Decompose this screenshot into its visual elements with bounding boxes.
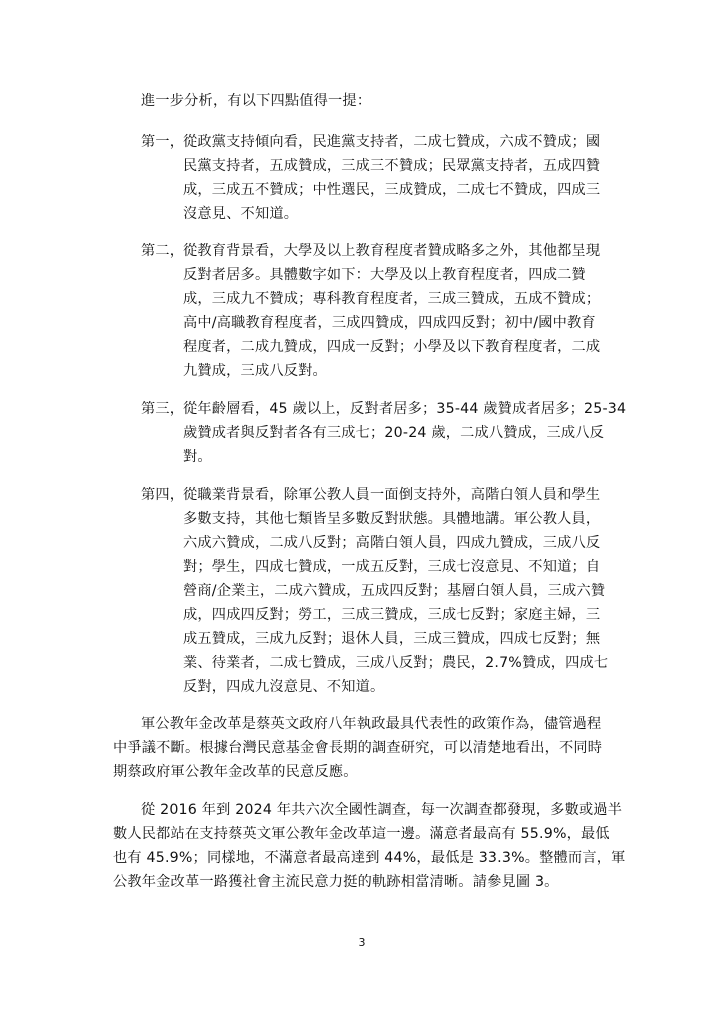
point-2-line-4: 高中/高職教育程度者，三成四贊成，四成四反對；初中/國中教育 (183, 315, 596, 331)
point-1-line-4: 沒意見、不知道。 (183, 206, 299, 222)
point-2-line-1: 從教育背景看，大學及以上教育程度者贊成略多之外，其他都呈現 (183, 243, 601, 259)
paragraph-1-line-2: 中爭議不斷。根據台灣民意基金會長期的調查研究，可以清楚地看出，不同時 (113, 740, 603, 756)
point-2-line-5: 程度者，二成九贊成，四成一反對；小學及以下教育程度者，二成 (183, 339, 601, 355)
page-number: 3 (358, 936, 366, 949)
point-2-line-6: 九贊成，三成八反對。 (183, 363, 327, 379)
point-3-label: 第三， (141, 401, 185, 417)
point-2-label: 第二， (141, 243, 185, 259)
paragraph-2-line-3: 也有 45.9%；同樣地，不滿意者最高達到 44%，最低是 33.3%。整體而言，軍 (113, 850, 626, 866)
paragraph-2-line-1: 從 2016 年到 2024 年共六次全國性調查，每一次調查都發現，多數或過半 (141, 802, 623, 818)
point-1-line-3: 成，三成五不贊成；中性選民，三成贊成，二成七不贊成，四成三 (183, 182, 601, 198)
point-1-label: 第一， (141, 134, 185, 150)
point-4-line-5: 營商/企業主，二成六贊成，五成四反對；基層白領人員，三成六贊 (183, 583, 606, 599)
point-4-line-7: 成五贊成，三成九反對；退休人員，三成三贊成，四成七反對；無 (183, 631, 601, 647)
point-4-line-8: 業、待業者，二成七贊成，三成八反對；農民，2.7%贊成，四成七 (183, 655, 609, 671)
point-4-line-2: 多數支持，其他七類皆呈多數反對狀態。具體地講。軍公教人員， (183, 511, 601, 527)
paragraph-2-line-4: 公教年金改革一路獲社會主流民意力挺的軌跡相當清晰。請參見圖 3。 (113, 874, 559, 890)
point-4-line-1: 從職業背景看，除軍公教人員一面倒支持外，高階白領人員和學生 (183, 487, 601, 503)
paragraph-1-line-3: 期蔡政府軍公教年金改革的民意反應。 (113, 764, 358, 780)
point-4-line-3: 六成六贊成，二成八反對；高階白領人員，四成九贊成，三成八反 (183, 535, 601, 551)
paragraph-1-line-1: 軍公教年金改革是蔡英文政府八年執政最具代表性的政策作為，儘管過程 (141, 716, 602, 732)
point-4-line-4: 對；學生，四成七贊成，一成五反對，三成七沒意見、不知道；自 (183, 559, 601, 575)
point-3-line-3: 對。 (183, 449, 212, 465)
point-4-line-9: 反對，四成九沒意見、不知道。 (183, 679, 385, 695)
point-2-line-2: 反對者居多。具體數字如下：大學及以上教育程度者，四成二贊 (183, 267, 586, 283)
point-3-line-1: 從年齡層看，45 歲以上，反對者居多；35-44 歲贊成者居多；25-34 (183, 401, 627, 417)
point-2-line-3: 成，三成九不贊成；專科教育程度者，三成三贊成，五成不贊成； (183, 291, 601, 307)
point-1-line-1: 從政黨支持傾向看，民進黨支持者，二成七贊成，六成不贊成；國 (183, 134, 601, 150)
paragraph-2-line-2: 數人民都站在支持蔡英文軍公教年金改革這一邊。滿意者最高有 55.9%，最低 (113, 826, 610, 842)
intro-line: 進一步分析，有以下四點值得一提： (141, 93, 372, 109)
point-3-line-2: 歲贊成者與反對者各有三成七；20-24 歲，二成八贊成，三成八反 (183, 425, 605, 441)
point-4-line-6: 成，四成四反對；勞工，三成三贊成，三成七反對；家庭主婦，三 (183, 607, 601, 623)
point-4-label: 第四， (141, 487, 185, 503)
point-1-line-2: 民黨支持者，五成贊成，三成三不贊成；民眾黨支持者，五成四贊 (183, 158, 601, 174)
